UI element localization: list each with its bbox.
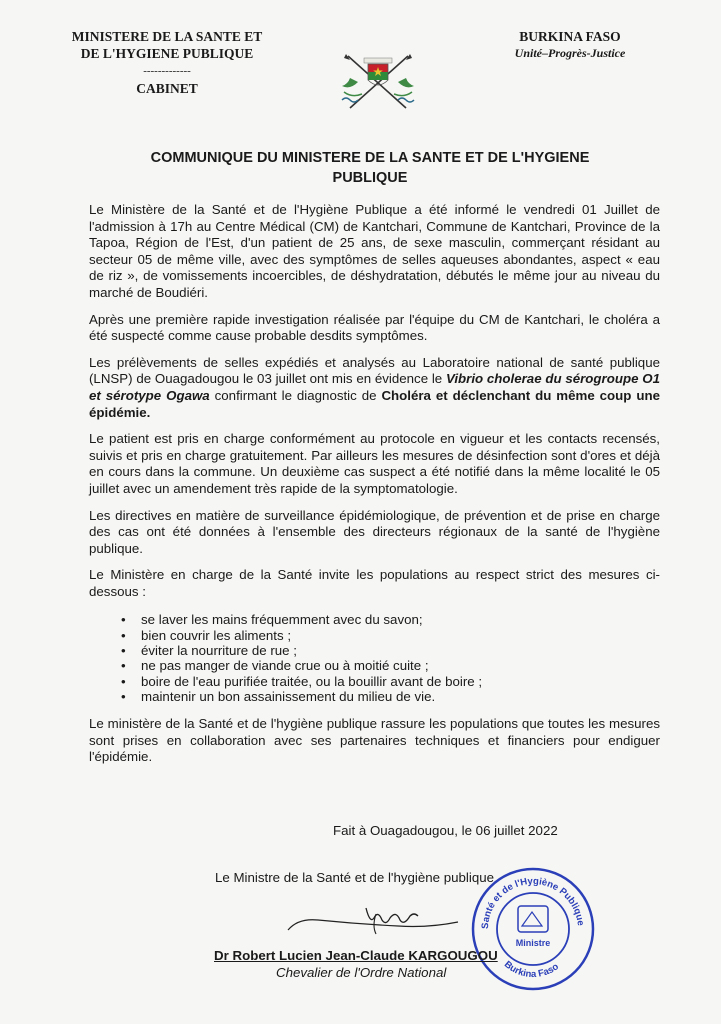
paragraph-directives: Les directives en matière de surveillance épidémiologique, de prévention et de prise en charge des cas ont été données à l'ensemble des directeurs régionaux de la santé de l'hygiène publique.	[89, 507, 660, 556]
header-separator: -------------	[143, 65, 191, 77]
measure-text: boire de l'eau purifiée traitée, ou la bouillir avant de boire ;	[141, 673, 483, 689]
country-name: BURKINA FASO	[519, 29, 621, 44]
stamp-ring-text: Santé et de l'Hygiène Publique	[479, 875, 586, 930]
ministry-name-line1: MINISTERE DE LA SANTE ET	[71, 29, 263, 44]
bullet-icon: •	[121, 658, 126, 674]
list-item	[89, 612, 660, 627]
paragraph-invitation: Le Ministère en charge de la Santé invite les populations au respect strict des mesures ci-dessous :	[89, 567, 660, 599]
title-line1: COMMUNIQUE DU MINISTERE DE LA SANTE ET DE L'HYGIENE	[150, 150, 590, 166]
department-name: CABINET	[136, 81, 198, 96]
lab-results-text: Les prélèvements de selles expédiés et analysés au Laboratoire national de santé publique (LNSP) de Ouagadougou le 03 juillet ont mis en évidence le	[89, 354, 660, 387]
diagnosis-statement: Choléra et déclenchant du même coup une épidémie.	[89, 387, 660, 420]
list-item	[89, 658, 660, 673]
ministry-stamp-icon	[470, 866, 596, 992]
place-and-date: Fait à Ouagadougou, le 06 juillet 2022	[333, 823, 558, 838]
bullet-icon: •	[121, 673, 126, 689]
measure-text: bien couvrir les aliments ;	[141, 627, 292, 643]
ministry-header	[52, 28, 282, 97]
pathogen-name: Vibrio cholerae du sérogroupe O1 et sérotype Ogawa	[89, 371, 660, 403]
svg-text:Santé et de l'Hygiène Publique	[480, 876, 586, 929]
ministry-name-line2: DE L'HYGIENE PUBLIQUE	[80, 46, 254, 61]
minister-title: Le Ministre de la Santé et de l'hygiène publique	[215, 870, 495, 885]
bullet-icon: •	[121, 627, 126, 643]
paragraph-lab-results	[89, 355, 660, 421]
paragraph-reassurance: Le ministère de la Santé et de l'hygiène publique rassure les populations que toutes les mesures sont prises en collaboration avec ses partenaires techniques et financiers pour endiguer l'épidémie.	[89, 716, 660, 765]
list-item	[89, 643, 660, 658]
measure-text: ne pas manger de viande crue ou à moitié cuite ;	[141, 658, 429, 674]
stamp-bottom-text: Burkina Faso	[501, 958, 561, 981]
paragraph-patient-care: Le patient est pris en charge conformément au protocole en vigueur et les contacts recensés, suivis et pris en charge gratuitement. Par ailleurs les mesures de désinfection sont d'ores et déjà en cours dans la commune. Un deuxième cas suspect a été notifié dans la même localité le 05 juillet avec un amendement très rapide de la symptomatologie.	[89, 431, 660, 496]
minister-name: Dr Robert Lucien Jean-Claude KARGOUGOU	[214, 948, 498, 963]
measure-text: se laver les mains fréquemment avec du savon;	[141, 612, 423, 628]
burkina-faso-coat-of-arms-icon	[330, 52, 426, 114]
handwritten-signature-icon	[280, 888, 480, 948]
communique-title	[90, 148, 650, 188]
measures-list	[89, 612, 660, 704]
measure-text: maintenir un bon assainissement du milieu de vie.	[141, 688, 436, 704]
svg-text:Burkina Faso	[502, 959, 561, 980]
bullet-icon: •	[121, 612, 126, 628]
stamp-center-text: Ministre	[515, 938, 551, 948]
lab-results-mid: confirmant le diagnostic de	[209, 387, 382, 403]
title-line2: PUBLIQUE	[332, 170, 408, 186]
list-item	[89, 689, 660, 704]
communique-body	[89, 202, 660, 776]
paragraph-investigation: Après une première rapide investigation réalisée par l'équipe du CM de Kantchari, le choléra a été suspecté comme cause probable desdits symptômes.	[89, 311, 660, 344]
bullet-icon: •	[121, 643, 126, 659]
national-motto: Unité–Progrès-Justice	[514, 46, 626, 60]
measure-text: éviter la nourriture de rue ;	[141, 643, 297, 659]
list-item	[89, 674, 660, 689]
paragraph-admission: Le Ministère de la Santé et de l'Hygiène Publique a été informé le vendredi 01 Juillet de l'admission à 17h au Centre Médical (CM) de Kantchari, Commune de Kantchari, Province de la Tapoa, Région de l'Est, d'un patient de 25 ans, de sexe masculin, commerçant résidant au secteur 05 de même ville, avec des symptômes de selles aqueuses abondantes, aspect « eau de riz », de vomissements incoercibles, de déshydratation, débutés le même jour au niveau du marché de Boudiéri.	[89, 202, 660, 300]
list-item	[89, 628, 660, 643]
bullet-icon: •	[121, 688, 126, 704]
country-header	[490, 28, 650, 62]
minister-rank: Chevalier de l'Ordre National	[276, 965, 447, 980]
